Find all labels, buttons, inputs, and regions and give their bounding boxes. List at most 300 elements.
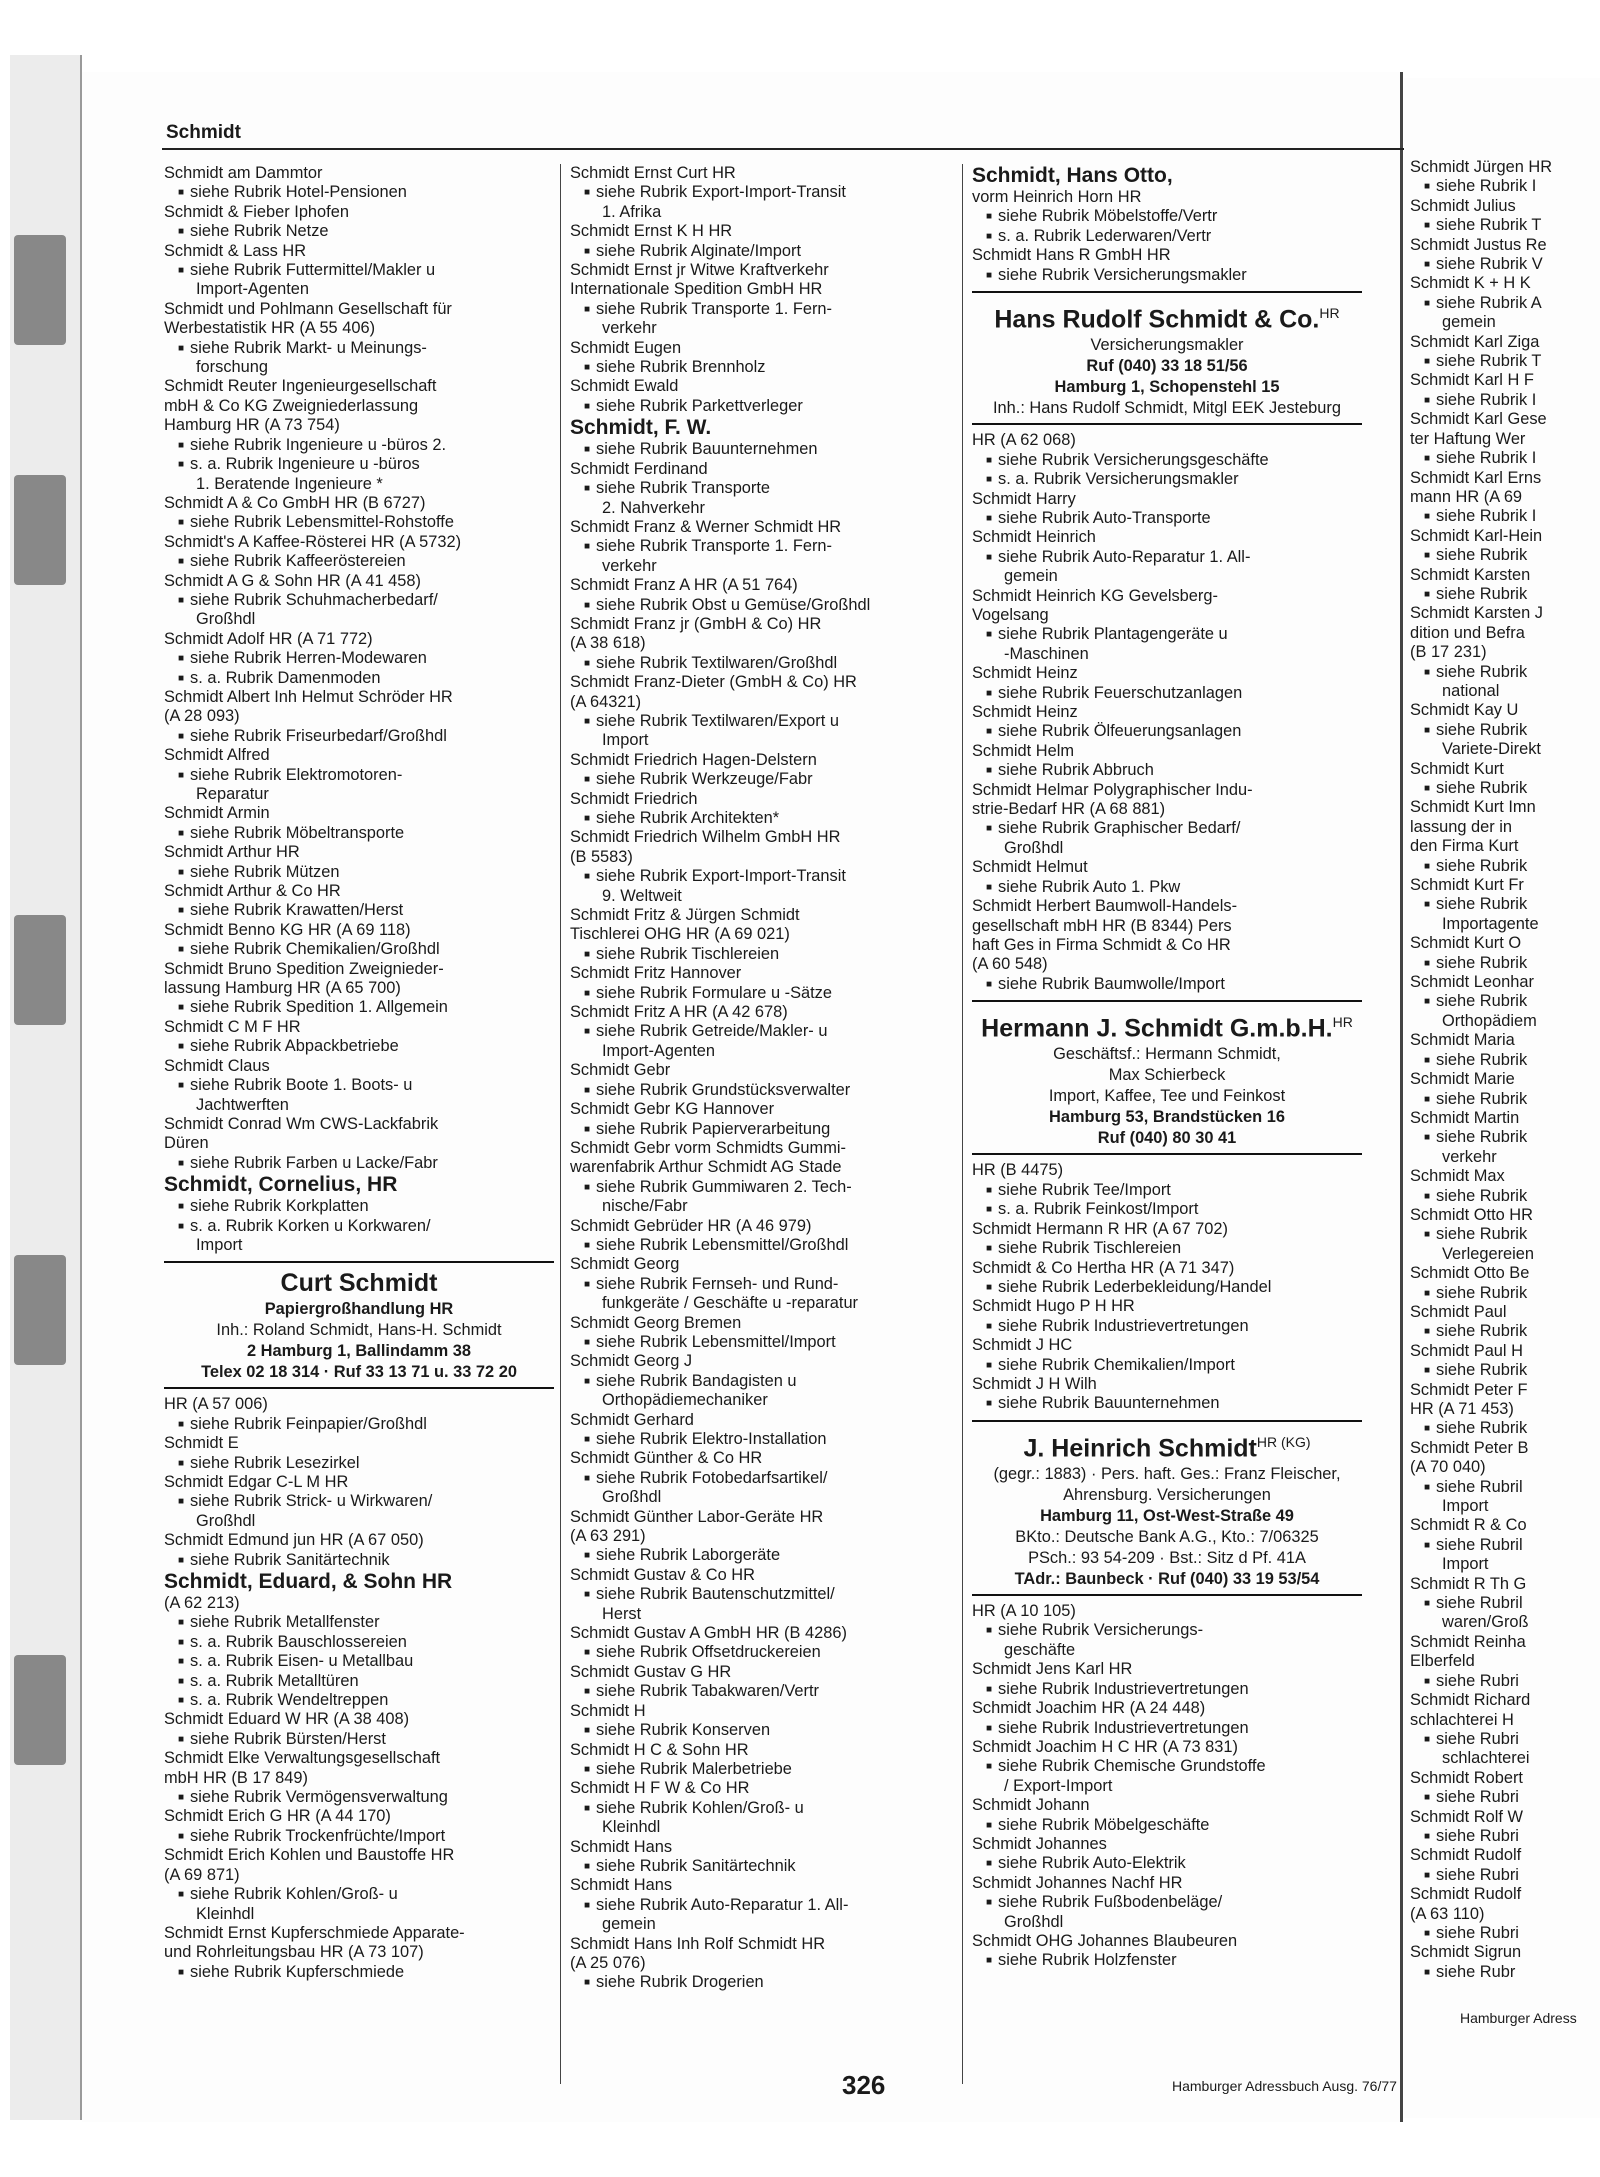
footer-next-page: Hamburger Adress [1460, 2010, 1577, 2026]
directory-entry: Schmidt Ernst Curt HR [570, 164, 736, 182]
directory-entry: Schmidt Leonhar [1410, 973, 1534, 992]
rubric-reference: ■ siehe Rubrik Architekten* [570, 809, 960, 828]
rubric-reference: ■ siehe Rubri [1410, 1924, 1600, 1943]
directory-entry: Schmidt Fritz Hannover [570, 964, 742, 983]
directory-entry: Schmidt Karsten [1410, 565, 1531, 584]
rubric-reference: ■ siehe Rubrik Offsetdruckereien [570, 1643, 960, 1662]
rubric-reference: ■ siehe Rubrik [1410, 1284, 1600, 1303]
advertisement-box [972, 291, 1362, 425]
directory-entry: Schmidt Elke Verwaltungsgesellschaft [164, 1749, 441, 1768]
directory-entry: Schmidt Kurt Imn [1410, 798, 1536, 817]
entry-continuation: Import [1442, 1497, 1489, 1516]
directory-entry: Schmidt Ewald [570, 377, 679, 396]
rubric-reference: ■ siehe Rubrik Chemische Grundstoffe [972, 1757, 1362, 1776]
rubric-reference: ■ siehe Rubrik Kohlen/Groß- u [164, 1885, 554, 1904]
entry-continuation: Herst [602, 1604, 642, 1623]
directory-entry: Schmidt Jens Karl HR [972, 1660, 1133, 1679]
directory-entry: Schmidt Günther Labor-Geräte HR [570, 1507, 824, 1526]
directory-entry: Schmidt H F W & Co HR [570, 1779, 750, 1798]
directory-entry: mann HR (A 69 [1410, 487, 1523, 506]
directory-entry: Schmidt Ernst Kupferschmiede Apparate- [164, 1923, 465, 1942]
rubric-reference: ■ siehe Rubrik Bauunternehmen [570, 440, 960, 459]
advertisement-box [972, 1420, 1362, 1596]
rubric-reference: ■ siehe Rubrik Möbelgeschäfte [972, 1816, 1362, 1835]
directory-entry: HR (A 71 453) [1410, 1400, 1514, 1418]
directory-entry: Schmidt Kurt [1410, 759, 1504, 778]
rubric-reference: ■ siehe Rubrik Friseurbedarf/Großhdl [164, 727, 554, 746]
directory-entry: Schmidt Eugen [570, 338, 682, 357]
directory-entry: Schmidt Otto HR [1410, 1205, 1533, 1224]
ad-line: Hamburg 11, Ost-West-Straße 49 [1040, 1507, 1294, 1526]
entry-continuation: Kleinhdl [196, 1904, 255, 1923]
rubric-reference: ■ siehe Rubrik Bürsten/Herst [164, 1730, 554, 1749]
rubric-reference: ■ s. a. Rubrik Wendeltreppen [164, 1691, 554, 1710]
directory-entry: den Firma Kurt [1410, 837, 1519, 856]
entry-continuation: Großhdl [1004, 838, 1064, 857]
directory-entry: Schmidt Eduard W HR (A 38 408) [164, 1710, 410, 1729]
directory-entry: (A 60 548) [972, 955, 1048, 974]
directory-entry: HR (A 10 105) [972, 1602, 1076, 1621]
directory-entry: Schmidt Hans [570, 1876, 673, 1895]
column-1 [164, 164, 554, 1982]
entry-continuation: Großhdl [196, 610, 256, 629]
rubric-reference: ■ siehe Rubrik I [1410, 507, 1600, 526]
directory-entry: mbH HR (B 17 849) [164, 1768, 308, 1787]
directory-entry: Internationale Spedition GmbH HR [570, 280, 823, 299]
ad-line: Inh.: Roland Schmidt, Hans-H. Schmidt [216, 1321, 502, 1340]
rubric-reference: ■ siehe Rubrik Lebensmittel-Rohstoffe [164, 513, 554, 532]
entry-continuation: gemein [1004, 567, 1058, 586]
directory-entry: Schmidt Paul H [1410, 1341, 1523, 1360]
rubric-reference: ■ siehe Rubrik Industrievertretungen [972, 1719, 1362, 1738]
directory-entry: Schmidt Günther & Co HR [570, 1449, 763, 1468]
rubric-reference: ■ siehe Rubrik Mützen [164, 863, 554, 882]
column-rule [560, 164, 561, 2084]
rubric-reference: ■ siehe Rubrik Textilwaren/Großhdl [570, 654, 960, 673]
directory-entry: Schmidt Gebr vorm Schmidts Gummi- [570, 1138, 846, 1157]
directory-entry: Schmidt Ernst jr Witwe Kraftverkehr [570, 261, 829, 280]
entry-continuation: Importagente [1442, 914, 1539, 933]
ad-line: Versicherungsmakler [1090, 336, 1244, 355]
rubric-reference: ■ siehe Rubrik Werkzeuge/Fabr [570, 770, 960, 789]
rubric-reference: ■ siehe Rubrik Kupferschmiede [164, 1963, 554, 1982]
rubric-reference: ■ siehe Rubrik Export-Import-Transit [570, 867, 960, 886]
entry-continuation: Import [602, 731, 649, 750]
rubric-reference: ■ siehe Rubr [1410, 1963, 1600, 1982]
directory-entry: Schmidt Joachim H C HR (A 73 831) [972, 1737, 1238, 1756]
directory-entry: Schmidt Helm [972, 741, 1075, 760]
entry-continuation: Variete-Direkt [1442, 740, 1541, 759]
rubric-reference: ■ siehe Rubrik Möbelstoffe/Vertr [972, 207, 1362, 226]
entry-continuation: / Export-Import [1004, 1776, 1113, 1795]
rubric-reference: ■ siehe Rubrik Krawatten/Herst [164, 901, 554, 920]
directory-entry: vorm Heinrich Horn HR [972, 188, 1142, 206]
directory-entry: Schmidt H C & Sohn HR [570, 1740, 749, 1759]
entry-continuation: Import [196, 1235, 243, 1254]
rubric-reference: ■ siehe Rubrik [1410, 721, 1600, 740]
rubric-reference: ■ siehe Rubrik I [1410, 177, 1600, 196]
directory-entry: Schmidt & Fieber Iphofen [164, 202, 349, 221]
rubric-reference: ■ siehe Rubrik Industrievertretungen [972, 1317, 1362, 1336]
ad-line: TAdr.: Baunbeck · Ruf (040) 33 19 53/54 [1014, 1570, 1320, 1589]
page-number: 326 [842, 2070, 886, 2100]
rubric-reference: ■ siehe Rubrik Abpackbetriebe [164, 1037, 554, 1056]
rubric-reference: ■ siehe Rubrik Markt- u Meinungs- [164, 339, 554, 358]
directory-entry: (A 63 110) [1410, 1904, 1485, 1923]
header-rule [162, 148, 1430, 150]
ad-line: 2 Hamburg 1, Ballindamm 38 [246, 1342, 472, 1361]
directory-entry: Schmidt Helmar Polygraphischer Indu- [972, 780, 1253, 799]
rubric-reference: ■ siehe Rubril [1410, 1536, 1600, 1555]
entry-continuation: Großhdl [602, 1488, 662, 1507]
entry-continuation: schlachterei [1442, 1749, 1530, 1768]
directory-entry: Schmidt Ernst K H HR [570, 222, 733, 241]
directory-entry: Schmidt Georg Bremen [570, 1313, 742, 1332]
column-3 [972, 164, 1362, 1971]
directory-entry: Schmidt Kay U [1410, 701, 1519, 720]
rubric-reference: ■ siehe Rubrik Kohlen/Groß- u [570, 1799, 960, 1818]
rubric-reference: ■ siehe Rubrik Bandagisten u [570, 1372, 960, 1391]
rubric-reference: ■ siehe Rubrik [1410, 1361, 1600, 1380]
rubric-reference: ■ siehe Rubrik Sanitärtechnik [164, 1551, 554, 1570]
entry-continuation: Kleinhdl [602, 1818, 661, 1837]
directory-entry: Schmidt Hans R GmbH HR [972, 246, 1171, 265]
ad-title-suffix: HR [1332, 1014, 1353, 1031]
rubric-reference: ■ siehe Rubrik Sanitärtechnik [570, 1857, 960, 1876]
entry-continuation: verkehr [602, 319, 657, 338]
rubric-reference: ■ siehe Rubrik Konserven [570, 1721, 960, 1740]
rubric-reference: ■ s. a. Rubrik Lederwaren/Vertr [972, 227, 1362, 246]
entry-continuation: Orthopädiemechaniker [602, 1391, 768, 1410]
directory-entry: Schmidt OHG Johannes Blaubeuren [972, 1931, 1238, 1950]
rubric-reference: ■ siehe Rubrik Versicherungsgeschäfte [972, 451, 1362, 470]
rubric-reference: ■ siehe Rubrik Versicherungsmakler [972, 266, 1362, 285]
directory-entry: (A 62 213) [164, 1594, 240, 1612]
entry-continuation: national [1442, 681, 1500, 700]
entry-continuation: geschäfte [1004, 1640, 1076, 1659]
spine-mark [14, 1255, 66, 1365]
entry-continuation: Import [1442, 1555, 1489, 1574]
ad-line: Ruf (040) 33 18 51/56 [1086, 357, 1248, 376]
entry-continuation: Import-Agenten [196, 280, 309, 299]
ad-line: Papiergroßhandlung HR [264, 1300, 454, 1319]
directory-entry: Schmidt J H Wilh [972, 1374, 1097, 1393]
entry-continuation: 2. Nahverkehr [602, 498, 705, 517]
rubric-reference: ■ s. a. Rubrik Versicherungsmakler [972, 470, 1362, 489]
directory-entry: Schmidt Hermann R HR (A 67 702) [972, 1219, 1228, 1238]
rubric-reference: ■ siehe Rubrik Auto 1. Pkw [972, 878, 1362, 897]
directory-entry: (A 69 871) [164, 1865, 240, 1884]
rubric-reference: ■ siehe Rubril [1410, 1594, 1600, 1613]
rubric-reference: ■ siehe Rubrik Brennholz [570, 358, 960, 377]
rubric-reference: ■ siehe Rubrik Bautenschutzmittel/ [570, 1585, 960, 1604]
rubric-reference: ■ siehe Rubrik Lebensmittel/Großhdl [570, 1236, 960, 1255]
rubric-reference: ■ siehe Rubrik [1410, 1322, 1600, 1341]
directory-entry: Vogelsang [972, 606, 1049, 625]
rubric-reference: ■ siehe Rubri [1410, 1730, 1600, 1749]
running-head: Schmidt [166, 122, 241, 143]
rubric-reference: ■ s. a. Rubrik Ingenieure u -büros [164, 455, 554, 474]
rubric-reference: ■ siehe Rubrik [1410, 546, 1600, 565]
ad-line: (gegr.: 1883) · Pers. haft. Ges.: Franz Fleischer, Ahrensburg. Versicherungen [993, 1465, 1341, 1505]
rubric-reference: ■ siehe Rubrik Holzfenster [972, 1951, 1362, 1970]
rubric-reference: ■ siehe Rubrik Tischlereien [570, 945, 960, 964]
rubric-reference: ■ siehe Rubrik Parkettverleger [570, 397, 960, 416]
directory-entry: Schmidt Jürgen HR [1410, 158, 1553, 176]
directory-entry: Schmidt Gustav & Co HR [570, 1565, 755, 1584]
rubric-reference: ■ siehe Rubrik Bauunternehmen [972, 1394, 1362, 1413]
directory-entry: Schmidt A G & Sohn HR (A 41 458) [164, 571, 421, 590]
advertisement-box [972, 1000, 1362, 1155]
rubric-reference: ■ siehe Rubrik Fußbodenbeläge/ [972, 1893, 1362, 1912]
rubric-reference: ■ siehe Rubrik Auto-Elektrik [972, 1854, 1362, 1873]
ad-line: Hamburg 1, Schopenstehl 15 [1054, 378, 1280, 397]
directory-entry: Schmidt Robert [1410, 1768, 1523, 1787]
directory-entry: Schmidt Paul [1410, 1302, 1507, 1321]
directory-entry: schlachterei H [1410, 1710, 1514, 1729]
directory-entry: Schmidt am Dammtor [164, 164, 323, 182]
directory-entry: Schmidt K + H K [1410, 274, 1531, 293]
directory-entry: Schmidt Peter B [1410, 1438, 1529, 1457]
rubric-reference: ■ s. a. Rubrik Feinkost/Import [972, 1200, 1362, 1219]
rubric-reference: ■ siehe Rubrik Boote 1. Boots- u [164, 1076, 554, 1095]
rubric-reference: ■ siehe Rubrik Graphischer Bedarf/ [972, 819, 1362, 838]
highlighted-entry: Schmidt, Eduard, & Sohn HR [164, 1570, 453, 1593]
directory-entry: Schmidt Franz jr (GmbH & Co) HR [570, 614, 822, 633]
directory-entry: Schmidt Kurt O [1410, 934, 1522, 953]
directory-entry: Schmidt Conrad Wm CWS-Lackfabrik [164, 1114, 439, 1133]
entry-continuation: Orthopädiem [1442, 1011, 1537, 1030]
directory-entry: Schmidt Alfred [164, 746, 270, 765]
rubric-reference: ■ siehe Rubrik [1410, 992, 1600, 1011]
rubric-reference: ■ siehe Rubrik Elektromotoren- [164, 766, 554, 785]
ad-line: Hamburg 53, Brandstücken 16 [1049, 1108, 1285, 1127]
entry-continuation: Großhdl [1004, 1912, 1064, 1931]
directory-entry: Schmidt Georg J [570, 1352, 693, 1371]
rubric-reference: ■ siehe Rubrik Trockenfrüchte/Import [164, 1827, 554, 1846]
column-rule [962, 164, 963, 2084]
rubric-reference: ■ siehe Rubrik Gummiwaren 2. Tech- [570, 1178, 960, 1197]
directory-entry: Schmidt Franz & Werner Schmidt HR [570, 517, 842, 536]
rubric-reference: ■ siehe Rubrik [1410, 779, 1600, 798]
directory-entry: Schmidt Karsten J [1410, 604, 1543, 623]
directory-entry: Schmidt Heinrich [972, 528, 1096, 547]
rubric-reference: ■ siehe Rubrik [1410, 663, 1600, 682]
directory-entry: Schmidt & Co Hertha HR (A 71 347) [972, 1258, 1235, 1277]
directory-entry: Schmidt Friedrich Hagen-Delstern [570, 750, 817, 769]
rubric-reference: ■ siehe Rubrik Korkplatten [164, 1197, 554, 1216]
footer-source: Hamburger Adressbuch Ausg. 76/77 [1172, 2078, 1397, 2094]
directory-entry: Schmidt Gustav A GmbH HR (B 4286) [570, 1624, 847, 1643]
directory-entry: Schmidt Karl Gese [1410, 410, 1547, 429]
directory-entry: Schmidt und Pohlmann Gesellschaft für [164, 299, 452, 318]
directory-entry: Schmidt Erich G HR (A 44 170) [164, 1807, 391, 1826]
rubric-reference: ■ siehe Rubrik Alginate/Import [570, 242, 960, 261]
rubric-reference: ■ siehe Rubrik Papierverarbeitung [570, 1120, 960, 1139]
ad-line: Telex 02 18 314 · Ruf 33 13 71 u. 33 72 20 [201, 1363, 517, 1382]
entry-continuation: verkehr [602, 556, 657, 575]
directory-entry: Schmidt Harry [972, 489, 1076, 508]
rubric-reference: ■ siehe Rubrik A [1410, 294, 1600, 313]
rubric-reference: ■ siehe Rubrik Malerbetriebe [570, 1760, 960, 1779]
spine-mark [14, 915, 66, 1025]
rubric-reference: ■ siehe Rubrik I [1410, 449, 1600, 468]
rubric-reference: ■ siehe Rubrik Industrievertretungen [972, 1680, 1362, 1699]
rubric-reference: ■ siehe Rubri [1410, 1827, 1600, 1846]
directory-entry: (A 70 040) [1410, 1458, 1486, 1477]
rubric-reference: ■ siehe Rubrik Möbeltransporte [164, 824, 554, 843]
rubric-reference: ■ siehe Rubrik Tabakwaren/Vertr [570, 1682, 960, 1701]
ad-line: PSch.: 93 54-209 · Bst.: Sitz d Pf. 41A [1028, 1549, 1306, 1568]
rubric-reference: ■ siehe Rubrik Metallfenster [164, 1613, 554, 1632]
directory-entry: Schmidt A & Co GmbH HR (B 6727) [164, 493, 426, 512]
ad-title-suffix: HR (KG) [1256, 1433, 1311, 1450]
rubric-reference: ■ siehe Rubrik Tee/Import [972, 1181, 1362, 1200]
directory-entry: Schmidt Gustav G HR [570, 1662, 732, 1681]
ad-title: Hermann J. Schmidt G.m.b.H.$^{HR}$ [981, 1014, 1353, 1043]
directory-entry: Schmidt Johann [972, 1796, 1090, 1815]
directory-entry: lassung der in [1410, 817, 1513, 836]
rubric-reference: ■ siehe Rubrik V [1410, 255, 1600, 274]
directory-entry: haft Ges in Firma Schmidt & Co HR [972, 935, 1231, 954]
directory-entry: Schmidt Gebrüder HR (A 46 979) [570, 1216, 812, 1235]
directory-entry: Schmidt R Th G [1410, 1574, 1527, 1593]
entry-continuation: Reparatur [196, 785, 269, 803]
ad-title: J. Heinrich Schmidt$^{HR (KG)}$ [1023, 1433, 1311, 1463]
rubric-reference: ■ siehe Rubrik Strick- u Wirkwaren/ [164, 1492, 554, 1511]
directory-entry: und Rohrleitungsbau HR (A 73 107) [164, 1943, 424, 1962]
rubric-reference: ■ siehe Rubrik Tischlereien [972, 1239, 1362, 1258]
directory-entry: Schmidt Franz A HR (A 51 764) [570, 576, 798, 595]
directory-entry: Schmidt Johannes Nachf HR [972, 1873, 1183, 1892]
directory-entry: Schmidt Claus [164, 1056, 270, 1075]
highlighted-entry: Schmidt, Cornelius, HR [164, 1173, 398, 1197]
directory-entry: (A 64321) [570, 692, 642, 711]
directory-entry: Schmidt Julius [1410, 196, 1516, 215]
advertisement-box [164, 1261, 554, 1389]
rubric-reference: ■ siehe Rubrik Textilwaren/Export u [570, 712, 960, 731]
directory-entry: (B 17 231) [1410, 643, 1487, 662]
directory-entry: Schmidt Gebr [570, 1061, 671, 1080]
rubric-reference: ■ siehe Rubrik Baumwolle/Import [972, 975, 1362, 994]
entry-continuation: gemein [602, 1915, 656, 1934]
rubric-reference: ■ siehe Rubrik [1410, 1128, 1600, 1147]
rubric-reference: ■ siehe Rubrik Transporte 1. Fern- [570, 300, 960, 319]
rubric-reference: ■ siehe Rubrik Ölfeuerungsanlagen [972, 722, 1362, 741]
rubric-reference: ■ siehe Rubrik Ingenieure u -büros 2. [164, 436, 554, 455]
directory-entry: (A 25 076) [570, 1953, 646, 1972]
rubric-reference: ■ siehe Rubril [1410, 1478, 1600, 1497]
rubric-reference: ■ siehe Rubrik Chemikalien/Großhdl [164, 940, 554, 959]
entry-continuation: 1. Afrika [602, 202, 662, 221]
directory-entry: Schmidt Peter F [1410, 1380, 1528, 1399]
rubric-reference: ■ siehe Rubrik [1410, 585, 1600, 604]
rubric-reference: ■ siehe Rubrik [1410, 1225, 1600, 1244]
directory-entry: mbH & Co KG Zweigniederlassung [164, 396, 419, 415]
rubric-reference: ■ siehe Rubrik Futtermittel/Makler u [164, 261, 554, 280]
ad-line: Inh.: Hans Rudolf Schmidt, Mitgl EEK Jesteburg [992, 399, 1341, 418]
directory-entry: Schmidt Friedrich [570, 789, 698, 808]
rubric-reference: ■ siehe Rubrik [1410, 954, 1600, 973]
rubric-reference: ■ s. a. Rubrik Eisen- u Metallbau [164, 1652, 554, 1671]
rubric-reference: ■ siehe Rubrik Feinpapier/Großhdl [164, 1415, 554, 1434]
rubric-reference: ■ siehe Rubrik T [1410, 352, 1600, 371]
rubric-reference: ■ siehe Rubrik Hotel-Pensionen [164, 183, 554, 202]
directory-entry: Schmidt Marie [1410, 1070, 1515, 1089]
rubric-reference: ■ siehe Rubrik [1410, 1051, 1600, 1070]
entry-continuation: waren/Groß [1442, 1613, 1529, 1632]
ad-title: Hans Rudolf Schmidt & Co.$^{HR}$ [994, 305, 1340, 334]
rubric-reference: ■ siehe Rubrik Obst u Gemüse/Großhdl [570, 596, 960, 615]
directory-entry: Schmidt Rolf W [1410, 1807, 1523, 1826]
entry-continuation: 9. Weltweit [602, 886, 682, 905]
rubric-reference: ■ siehe Rubrik Spedition 1. Allgemein [164, 998, 554, 1017]
rubric-reference: ■ siehe Rubri [1410, 1672, 1600, 1691]
rubric-reference: ■ siehe Rubrik Netze [164, 222, 554, 241]
rubric-reference: ■ siehe Rubrik Lesezirkel [164, 1454, 554, 1473]
rubric-reference: ■ siehe Rubrik Vermögensverwaltung [164, 1788, 554, 1807]
directory-entry: Schmidt Max [1410, 1167, 1505, 1186]
directory-entry: Schmidt Edgar C-L M HR [164, 1472, 349, 1491]
directory-entry: Schmidt Ferdinand [570, 459, 708, 478]
rubric-reference: ■ siehe Rubrik [1410, 857, 1600, 876]
directory-page [82, 72, 1403, 2122]
rubric-reference: ■ siehe Rubri [1410, 1866, 1600, 1885]
directory-entry: Schmidt Franz-Dieter (GmbH & Co) HR [570, 673, 857, 692]
book-spine [10, 55, 82, 2120]
directory-entry: Schmidt's A Kaffee-Rösterei HR (A 5732) [164, 532, 462, 551]
directory-entry: HR (B 4475) [972, 1161, 1064, 1180]
directory-entry: Schmidt Gerhard [570, 1410, 694, 1429]
rubric-reference: ■ siehe Rubrik Auto-Transporte [972, 509, 1362, 528]
rubric-reference: ■ siehe Rubrik [1410, 1090, 1600, 1109]
rubric-reference: ■ siehe Rubrik Laborgeräte [570, 1546, 960, 1565]
rubric-reference: ■ s. a. Rubrik Metalltüren [164, 1672, 554, 1691]
directory-entry: Schmidt Arthur & Co HR [164, 882, 341, 901]
directory-entry: dition und Befra [1410, 623, 1525, 642]
rubric-reference: ■ siehe Rubrik Elektro-Installation [570, 1430, 960, 1449]
ad-line: Max Schierbeck [1108, 1066, 1226, 1085]
ad-line: Geschäftsf.: Hermann Schmidt, [1053, 1045, 1281, 1064]
directory-entry: Werbestatistik HR (A 55 406) [164, 319, 376, 338]
ad-line: Ruf (040) 80 30 41 [1097, 1129, 1237, 1148]
entry-continuation: funkgeräte / Geschäfte u -reparatur [602, 1294, 859, 1313]
directory-entry: Schmidt Edmund jun HR (A 67 050) [164, 1531, 424, 1550]
directory-entry: Schmidt Karl H F [1410, 371, 1534, 390]
ad-line: Import, Kaffee, Tee und Feinkost [1048, 1087, 1286, 1106]
rubric-reference: ■ siehe Rubrik Fernseh- und Rund- [570, 1275, 960, 1294]
directory-entry: Schmidt Karl Ziga [1410, 332, 1540, 351]
rubric-reference: ■ siehe Rubrik Lederbekleidung/Handel [972, 1278, 1362, 1297]
directory-entry: Schmidt Justus Re [1410, 235, 1547, 254]
directory-entry: (A 38 618) [570, 634, 646, 653]
rubric-reference: ■ siehe Rubrik Fotobedarfsartikel/ [570, 1469, 960, 1488]
directory-entry: Schmidt Reuter Ingenieurgesellschaft [164, 377, 437, 396]
entry-continuation: verkehr [1442, 1147, 1497, 1166]
rubric-reference: ■ siehe Rubrik Schuhmacherbedarf/ [164, 591, 554, 610]
directory-entry: Schmidt Karl-Hein [1410, 526, 1543, 545]
directory-entry: Schmidt Fritz & Jürgen Schmidt [570, 906, 800, 925]
directory-entry: Schmidt Richard [1410, 1691, 1531, 1710]
directory-entry: Schmidt Georg [570, 1255, 680, 1274]
rubric-reference: ■ siehe Rubrik Drogerien [570, 1973, 960, 1992]
directory-entry: Schmidt Sigrun [1410, 1943, 1522, 1962]
rubric-reference: ■ siehe Rubrik Grundstücksverwalter [570, 1081, 960, 1100]
rubric-reference: ■ siehe Rubrik Chemikalien/Import [972, 1356, 1362, 1375]
column-2 [570, 164, 960, 1993]
rubric-reference: ■ siehe Rubrik Formulare u -Sätze [570, 984, 960, 1003]
rubric-reference: ■ siehe Rubrik Plantagengeräte u [972, 625, 1362, 644]
